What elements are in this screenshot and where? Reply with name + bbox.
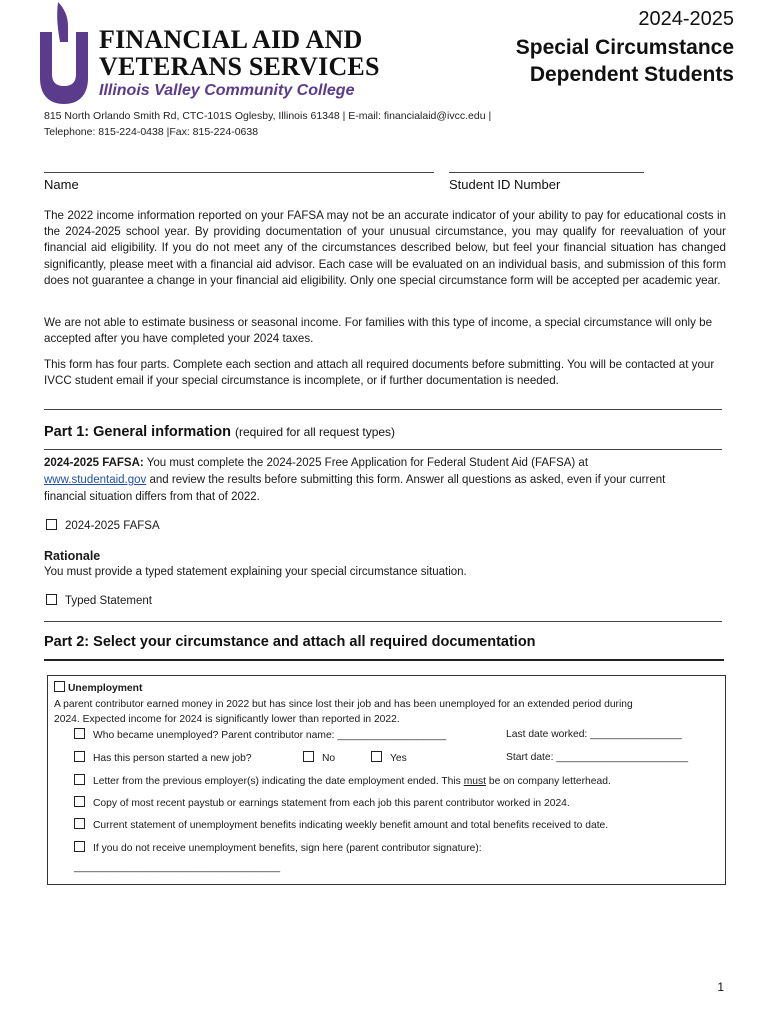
unemployment-checkbox[interactable] <box>54 681 65 692</box>
college-logo-icon <box>38 2 90 106</box>
org-name: FINANCIAL AID AND VETERANS SERVICES <box>99 25 380 81</box>
part1-title: Part 1: General information (required for all request types) <box>44 424 396 440</box>
page-number: 1 <box>717 980 724 994</box>
signature-line[interactable]: ____________________________________ <box>74 862 281 873</box>
typed-statement-checkbox[interactable] <box>46 594 57 605</box>
student-id-label: Student ID Number <box>449 177 561 192</box>
intro-paragraph-3: This form has four parts. Complete each section and attach all required documents before submitting. You will be contacted at your IVCC student email if your special circumstance is incomplete, or if further documentation is needed. <box>44 358 715 388</box>
name-input-line[interactable] <box>44 172 434 173</box>
new-job-checkbox[interactable] <box>74 751 85 762</box>
fafsa-checkbox[interactable] <box>46 519 57 530</box>
unemployment-checkbox-row[interactable]: Unemployment <box>54 681 142 694</box>
new-job-yes-option[interactable]: Yes <box>371 751 407 764</box>
no-checkbox[interactable] <box>303 751 314 762</box>
signature-instruction-row[interactable]: If you do not receive unemployment benefits, sign here (parent contributor signature): <box>74 841 482 854</box>
rationale-heading: Rationale <box>44 549 101 563</box>
form-title: Special Circumstance Dependent Students <box>515 36 734 86</box>
intro-paragraph-2: We are not able to estimate business or seasonal income. For families with this type of income, a special circumstance will only be accepted after you have completed your 2024 taxes. <box>44 316 713 346</box>
new-job-row: Has this person started a new job? <box>74 751 252 764</box>
signature-checkbox[interactable] <box>74 841 85 852</box>
employer-letter-row[interactable]: Letter from the previous employer(s) indicating the date employment ended. This must be on company letterhead. <box>74 774 611 787</box>
new-job-no-option[interactable]: No <box>303 751 335 764</box>
college-name: Illinois Valley Community College <box>99 82 355 99</box>
start-date-field[interactable]: Start date: _______________________ <box>506 752 689 763</box>
divider <box>44 449 722 450</box>
employer-letter-checkbox[interactable] <box>74 774 85 785</box>
paystub-checkbox[interactable] <box>74 796 85 807</box>
yes-checkbox[interactable] <box>371 751 382 762</box>
contact-info: 815 North Orlando Smith Rd, CTC-101S Oglesby, Illinois 61348 | E-mail: financialaid@ivcc.edu | Telephone: 815-224-0438 |Fax: 815-224-0638 <box>44 110 492 138</box>
fafsa-instructions: 2024-2025 FAFSA: You must complete the 2024-2025 Free Application for Federal Student Aid (FAFSA) at www.studentaid.gov and review the results before submitting this form. Answer all questions as asked, even if your current financial situation differs from that of 2022. <box>44 457 666 503</box>
studentaid-link[interactable]: www.studentaid.gov <box>44 474 147 486</box>
last-date-worked-field[interactable]: Last date worked: ________________ <box>506 729 682 740</box>
divider <box>44 409 722 410</box>
part2-title: Part 2: Select your circumstance and attach all required documentation <box>44 634 536 650</box>
student-id-input-line[interactable] <box>449 172 644 173</box>
unemployment-description: A parent contributor earned money in 2022 but has since lost their job and has been unemployed for an extended period during 2024. Expected income for 2024 is significantly lower than reported in 2022. <box>54 699 633 725</box>
thick-divider <box>44 659 724 661</box>
benefits-statement-checkbox[interactable] <box>74 818 85 829</box>
benefits-statement-row[interactable]: Current statement of unemployment benefits indicating weekly benefit amount and total benefits received to date. <box>74 818 608 831</box>
typed-statement-checkbox-row[interactable]: Typed Statement <box>46 594 152 607</box>
form-year: 2024-2025 <box>638 8 734 30</box>
who-unemployed-checkbox[interactable] <box>74 728 85 739</box>
paystub-row[interactable]: Copy of most recent paystub or earnings statement from each job this parent contributor worked in 2024. <box>74 796 570 809</box>
fafsa-checkbox-row[interactable]: 2024-2025 FAFSA <box>46 519 160 532</box>
name-label: Name <box>44 177 79 192</box>
rationale-text: You must provide a typed statement explaining your special circumstance situation. <box>44 566 467 578</box>
intro-paragraph-1: The 2022 income information reported on your FAFSA may not be an accurate indicator of your ability to pay for educational costs in the 2024-2025 school year. By providing documentation of your unusual circumstance, you may qualify for reevaluation of your financial aid eligibility. If you do not meet any of the circumstances described below, but feel your financial situation has changed significantly, please meet with a financial aid advisor. Each case will be evaluated on an individual basis, and submission of this form does not guarantee a change in your financial aid eligibility. Only one special circumstance form will be accepted per academic year. <box>44 209 726 287</box>
divider <box>44 621 722 622</box>
who-unemployed-row[interactable]: Who became unemployed? Parent contributor name: ___________________ <box>74 728 446 741</box>
